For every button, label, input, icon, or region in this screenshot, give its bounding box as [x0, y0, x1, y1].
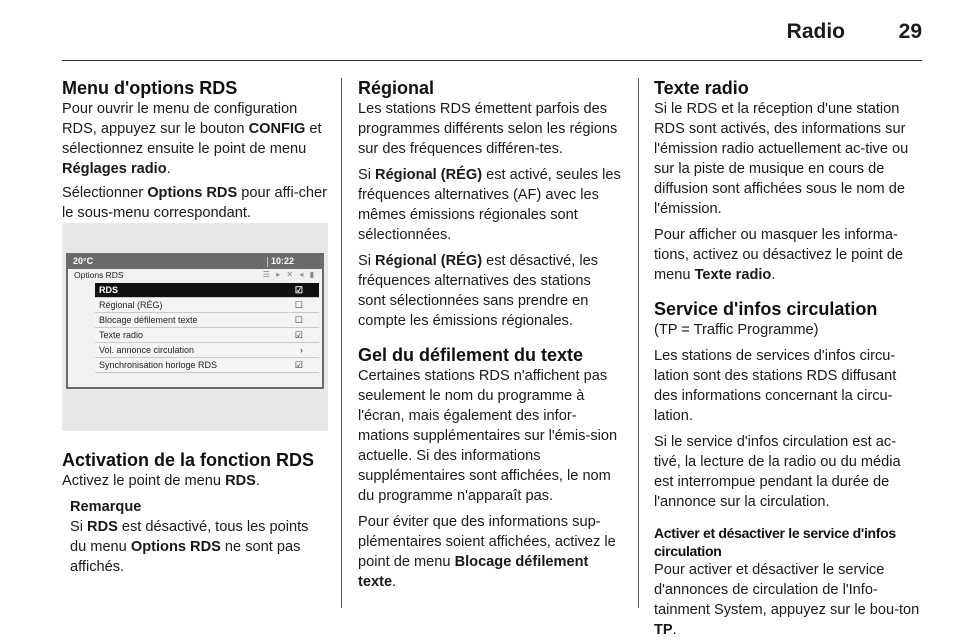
rds-options-menu: [95, 283, 319, 373]
menu-item-clock-sync[interactable]: Synchronisation horloge RDS ☑: [95, 358, 319, 373]
divider: [267, 257, 268, 267]
paragraph: Les stations de services d'infos circu-lation sont des stations RDS diffusant des informations concernant la circu-lation.: [654, 348, 897, 424]
checkbox-icon[interactable]: ☐: [294, 315, 303, 325]
paragraph: Si le service d'infos circulation est ac-tivé, la lecture de la radio ou du média est interrompue pendant la durée de l'annonce sur la circulation.: [654, 434, 901, 510]
header-rule: [62, 60, 922, 61]
paragraph: Les stations RDS émettent parfois des programmes différents selon les régions sur des fréquences différen-tes.: [358, 101, 618, 157]
column-3: [654, 78, 922, 640]
checkbox-icon[interactable]: ☑: [294, 360, 303, 370]
heading-text-freeze: Gel du défilement du texte: [358, 345, 584, 365]
menu-item-rds[interactable]: RDS ☑: [95, 283, 319, 298]
screen-subheader: [68, 269, 322, 283]
paragraph: Pour activer et désactiver le service d'annonces de circulation de l'Info-tainment System, appuyez sur le bou-ton TP.: [654, 562, 920, 638]
heading-rds-menu: Menu d'options RDS: [62, 78, 238, 98]
paragraph: Certaines stations RDS n'affichent pas seulement le nom du programme à l'écran, mais également des infor-mations supplémentaires sur l'émis-sion actuelle. Si des informations supplémentaires sont affichées, le nom du programme n'apparaît pas.: [358, 368, 618, 504]
paragraph: Pour ouvrir le menu de configuration RDS, appuyez sur le bouton CONFIG et sélectionnez ensuite le point de menu Réglages radio.: [62, 101, 322, 177]
column-divider-2: [638, 78, 639, 608]
menu-item-radio-text[interactable]: Texte radio ☑: [95, 328, 319, 343]
paragraph: Pour éviter que des informations sup-plémentaires soient affichées, activez le point de menu Blocage défilement texte.: [358, 514, 616, 590]
chevron-right-icon[interactable]: ›: [300, 345, 303, 355]
checkbox-icon[interactable]: ☑: [294, 330, 303, 340]
menu-item-text-lock[interactable]: Blocage défilement texte ☐: [95, 313, 319, 328]
heading-radio-text: Texte radio: [654, 78, 749, 98]
checkbox-icon[interactable]: ☐: [294, 300, 303, 310]
page-header: [0, 0, 960, 60]
menu-item-traffic-volume[interactable]: Vol. annonce circulation ›: [95, 343, 319, 358]
section-title: Radio: [786, 20, 845, 43]
column-divider-1: [341, 78, 342, 608]
column-1: [62, 78, 328, 223]
note-text: Si RDS est désactivé, tous les points du menu Options RDS ne sont pas affichés.: [70, 519, 309, 575]
heading-traffic-toggle: Activer et désactiver le service d'infos circulation: [654, 525, 896, 559]
column-2: [358, 78, 622, 592]
note-label: Remarque: [70, 499, 142, 515]
heading-traffic-service: Service d'infos circulation: [654, 299, 878, 319]
column-1-lower: [62, 450, 328, 577]
checkbox-icon[interactable]: ☑: [294, 285, 303, 295]
paragraph: Pour afficher ou masquer les informa-tions, activez ou désactivez le point de menu Texte radio.: [654, 227, 904, 283]
paragraph: Si Régional (RÉG) est activé, seules les fréquences alternatives (AF) avec les mêmes émissions régionales sont sélectionnées.: [358, 167, 621, 243]
status-bar: [68, 255, 322, 269]
infotainment-screen: [66, 253, 324, 389]
paragraph: Sélectionner Options RDS pour affi-cher le sous-menu correspondant.: [62, 185, 327, 221]
paragraph: Activez le point de menu RDS.: [62, 473, 260, 489]
status-icons: ☰ ▸ ✕ ◂ ▮: [262, 270, 316, 279]
screen-title: Options RDS: [74, 270, 124, 280]
paragraph: Si le RDS et la réception d'une station RDS sont activés, des informations sur l'émission radio actuellement ac-tive ou sur la piste de musique en cours de diffusion sont affichées sous le nom de l'émission.: [654, 101, 909, 217]
paragraph: Si Régional (RÉG) est désactivé, les fréquences alternatives des stations sont sélectionnées sans prendre en compte les émissions régionales.: [358, 253, 599, 329]
paragraph: (TP = Traffic Programme): [654, 322, 819, 338]
heading-regional: Régional: [358, 78, 435, 98]
menu-item-regional[interactable]: Régional (RÉG) ☐: [95, 298, 319, 313]
temperature: 20°C: [73, 256, 94, 266]
page-number: 29: [898, 20, 922, 43]
clock: 10:22: [270, 256, 294, 266]
screen-photo: [62, 223, 328, 431]
note-box: [70, 497, 328, 577]
heading-rds-activation: Activation de la fonction RDS: [62, 450, 315, 470]
